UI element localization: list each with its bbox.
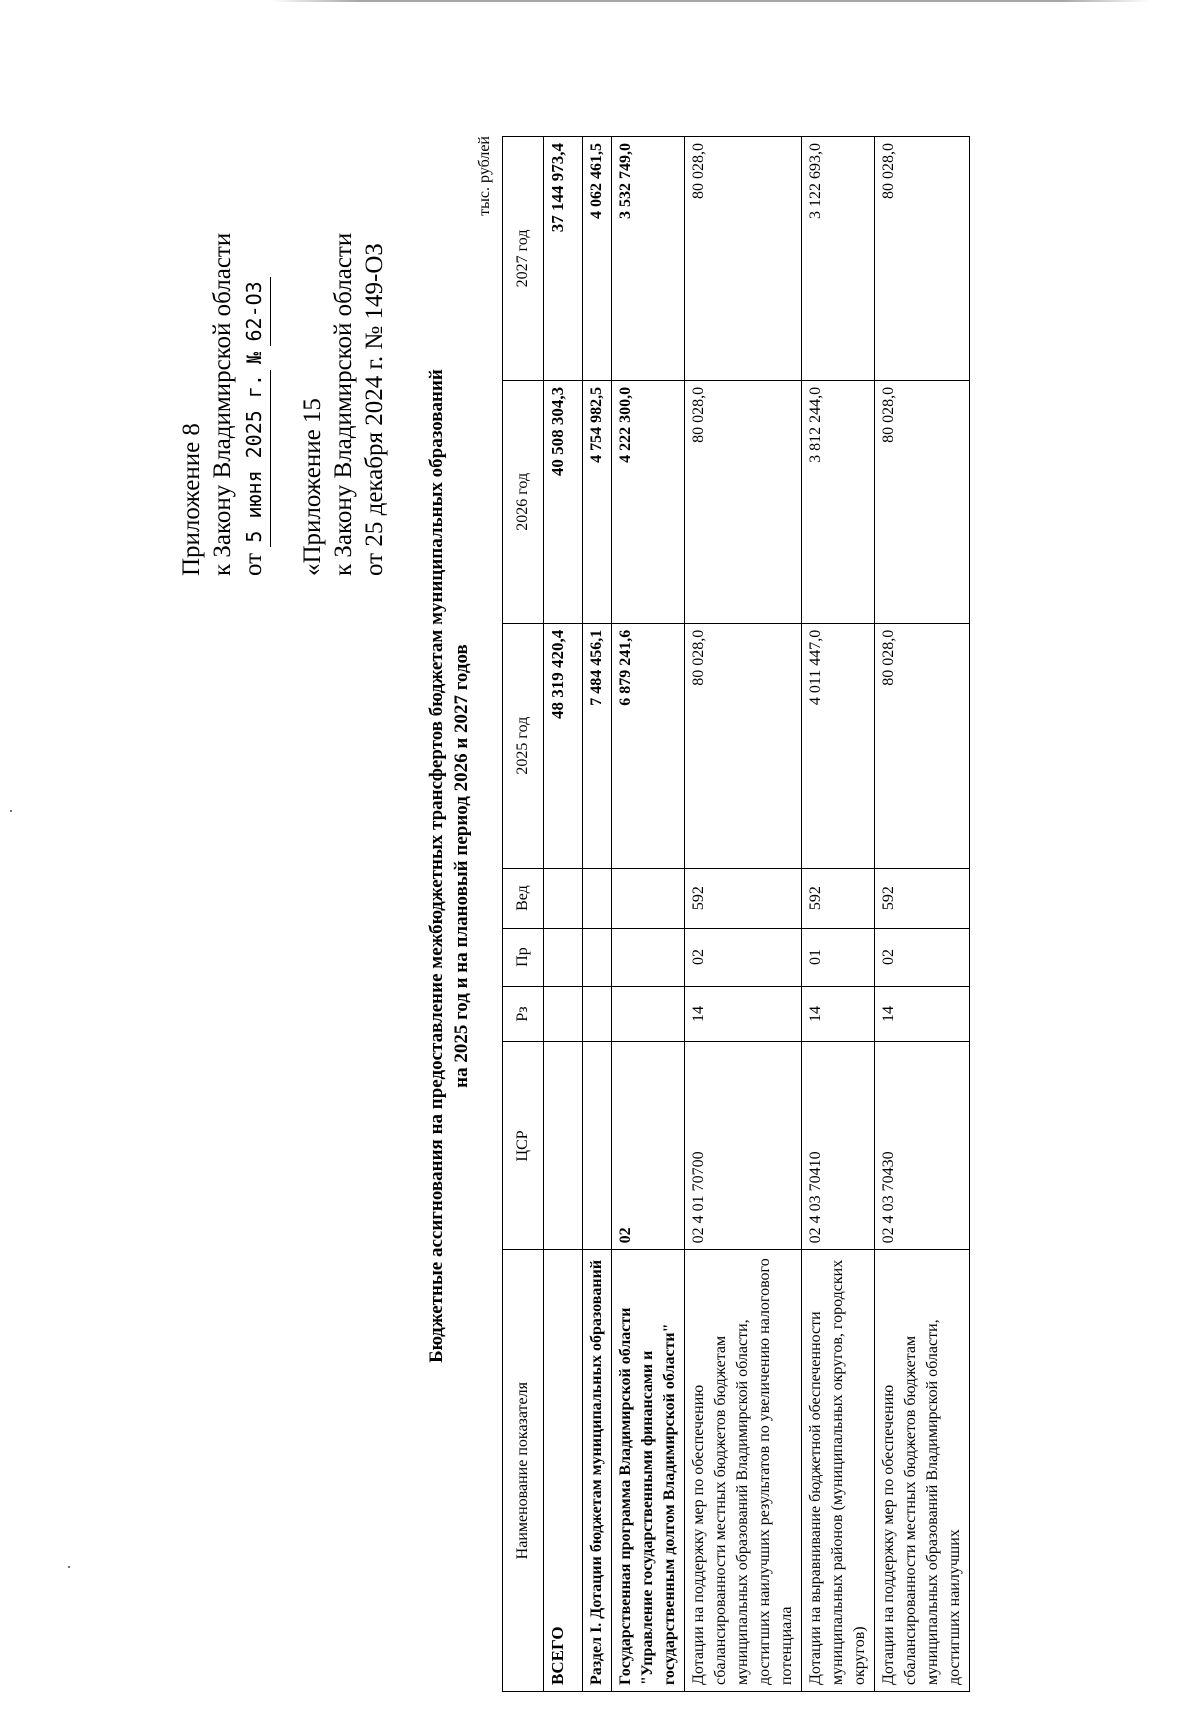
previous-law-ref: к Закону Владимирской области xyxy=(330,232,357,576)
document-title xyxy=(424,156,474,1576)
number-prefix: № xyxy=(242,351,266,364)
appendix-date-line xyxy=(238,106,271,576)
col-header-rz: Рз xyxy=(503,986,544,1042)
previous-appendix-title: «Приложение 15 xyxy=(299,398,326,576)
row-value-2026: 40 508 304,3 xyxy=(544,380,583,623)
col-header-ved: Вед xyxy=(503,868,544,928)
row-value-2026: 4 754 982,5 xyxy=(583,380,612,623)
row-pr: 01 xyxy=(802,928,875,986)
row-value-2026: 3 812 244,0 xyxy=(802,380,875,623)
col-header-name: Наименование показателя xyxy=(503,1250,544,1692)
row-value-2025: 7 484 456,1 xyxy=(583,623,612,868)
handwritten-date: 5 июня 2025 г. xyxy=(239,370,271,547)
law-number: 62-ОЗ xyxy=(239,277,271,345)
row-csr xyxy=(544,1042,583,1250)
row-value-2025: 48 319 420,4 xyxy=(544,623,583,868)
row-value-2025: 80 028,0 xyxy=(875,623,970,868)
previous-law-date: от 25 декабря 2024 г. № 149-ОЗ xyxy=(361,243,388,576)
row-rz xyxy=(612,986,685,1042)
row-value-2025: 80 028,0 xyxy=(685,623,802,868)
title-line-1: Бюджетные ассигнования на предоставление межбюджетных трансфертов бюджетам муниципальных образований xyxy=(426,369,447,1363)
row-csr xyxy=(583,1042,612,1250)
row-rz: 14 xyxy=(802,986,875,1042)
row-value-2027: 3 532 749,0 xyxy=(612,137,685,381)
table-row-program xyxy=(612,137,685,1692)
row-name: ВСЕГО xyxy=(544,1250,583,1692)
table-row xyxy=(875,137,970,1692)
row-pr xyxy=(583,928,612,986)
row-pr: 02 xyxy=(875,928,970,986)
appendix-header xyxy=(176,106,390,576)
row-value-2027: 4 062 461,5 xyxy=(583,137,612,381)
col-header-2026: 2026 год xyxy=(503,380,544,623)
row-ved: 592 xyxy=(685,868,802,928)
col-header-pr: Пр xyxy=(503,928,544,986)
row-ved: 592 xyxy=(875,868,970,928)
col-header-csr: ЦСР xyxy=(503,1042,544,1250)
table-row-section xyxy=(583,137,612,1692)
row-csr: 02 4 03 70410 xyxy=(802,1042,875,1250)
row-value-2027: 80 028,0 xyxy=(875,137,970,381)
row-ved xyxy=(583,868,612,928)
row-ved: 592 xyxy=(802,868,875,928)
row-rz: 14 xyxy=(875,986,970,1042)
row-value-2026: 4 222 300,0 xyxy=(612,380,685,623)
row-value-2025: 4 011 447,0 xyxy=(802,623,875,868)
row-pr xyxy=(544,928,583,986)
row-pr xyxy=(612,928,685,986)
table-row xyxy=(685,137,802,1692)
row-name: Дотации на поддержку мер по обеспечению сбалансированности местных бюджетов бюджетам муниципальных образований Владимирской области, достигших наилучших xyxy=(875,1250,970,1692)
row-value-2025: 6 879 241,6 xyxy=(612,623,685,868)
row-rz xyxy=(583,986,612,1042)
row-value-2027: 80 028,0 xyxy=(685,137,802,381)
row-pr: 02 xyxy=(685,928,802,986)
table-row-total xyxy=(544,137,583,1692)
row-rz xyxy=(544,986,583,1042)
row-ved xyxy=(544,868,583,928)
appendix-law-ref: к Закону Владимирской области xyxy=(209,232,236,576)
row-value-2027: 37 144 973,4 xyxy=(544,137,583,381)
table-row xyxy=(802,137,875,1692)
units-label: тыс. рублей xyxy=(476,136,493,216)
row-name: Дотации на поддержку мер по обеспечению сбалансированности местных бюджетов бюджетам муниципальных образований Владимирской области, достигших наилучших результатов по увеличению налогового потенциала xyxy=(685,1250,802,1692)
date-prefix: от xyxy=(240,552,267,576)
row-csr: 02 xyxy=(612,1042,685,1250)
row-name: Раздел I. Дотации бюджетам муниципальных образований xyxy=(583,1250,612,1692)
row-value-2026: 80 028,0 xyxy=(875,380,970,623)
budget-table xyxy=(502,136,970,1692)
row-name: Государственная программа Владимирской области "Управление государственными финансами и государственным долгом Владимирской области" xyxy=(612,1250,685,1692)
row-csr: 02 4 03 70430 xyxy=(875,1042,970,1250)
row-csr: 02 4 01 70700 xyxy=(685,1042,802,1250)
col-header-2027: 2027 год xyxy=(503,137,544,381)
row-ved xyxy=(612,868,685,928)
row-value-2027: 3 122 693,0 xyxy=(802,137,875,381)
row-value-2026: 80 028,0 xyxy=(685,380,802,623)
row-rz: 14 xyxy=(685,986,802,1042)
row-name: Дотации на выравнивание бюджетной обеспеченности муниципальных районов (муниципальных округов, городских округов) xyxy=(802,1250,875,1692)
appendix-title: Приложение 8 xyxy=(178,423,205,576)
table-header-row xyxy=(503,137,544,1692)
col-header-2025: 2025 год xyxy=(503,623,544,868)
title-line-2: на 2025 год и на плановый период 2026 и 2027 годов xyxy=(451,644,472,1088)
